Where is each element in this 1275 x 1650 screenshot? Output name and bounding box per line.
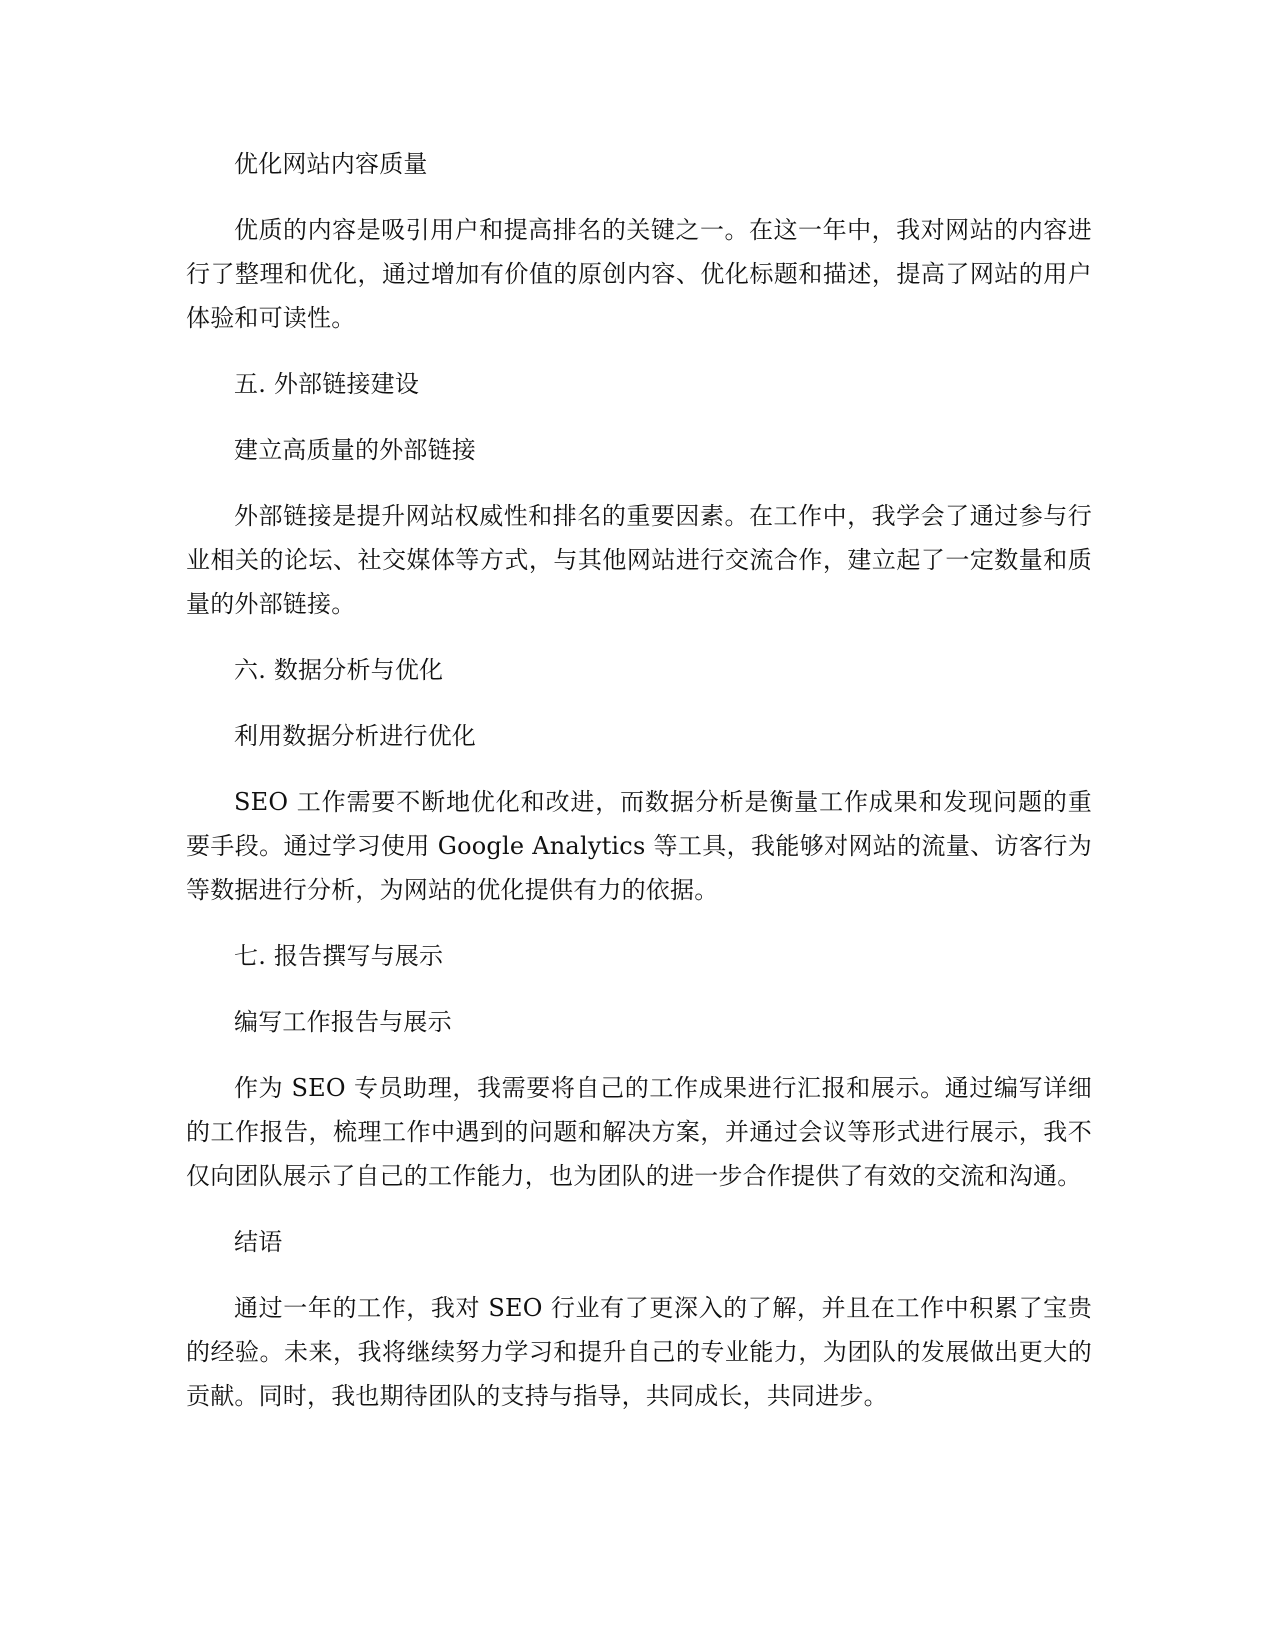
section-heading: 五. 外部链接建设 xyxy=(234,370,420,398)
conclusion-heading: 结语 xyxy=(234,1228,283,1256)
document-content xyxy=(186,142,1092,1440)
section-subheading: 利用数据分析进行优化 xyxy=(234,722,476,750)
section-heading: 七. 报告撰写与展示 xyxy=(234,942,444,970)
body-paragraph: 优质的内容是吸引用户和提高排名的关键之一。在这一年中，我对网站的内容进行了整理和优化，通过增加有价值的原创内容、优化标题和描述，提高了网站的用户体验和可读性。 xyxy=(186,216,1092,332)
body-paragraph: SEO 工作需要不断地优化和改进，而数据分析是衡量工作成果和发现问题的重要手段。通过学习使用 Google Analytics 等工具，我能够对网站的流量、访客行为等数据进行分析，为网站的优化提供有力的依据。 xyxy=(186,788,1092,904)
section-subheading: 优化网站内容质量 xyxy=(234,150,428,178)
body-paragraph: 作为 SEO 专员助理，我需要将自己的工作成果进行汇报和展示。通过编写详细的工作报告，梳理工作中遇到的问题和解决方案，并通过会议等形式进行展示，我不仅向团队展示了自己的工作能力，也为团队的进一步合作提供了有效的交流和沟通。 xyxy=(186,1074,1092,1190)
conclusion-paragraph: 通过一年的工作，我对 SEO 行业有了更深入的了解，并且在工作中积累了宝贵的经验。未来，我将继续努力学习和提升自己的专业能力，为团队的发展做出更大的贡献。同时，我也期待团队的支持与指导，共同成长，共同进步。 xyxy=(186,1294,1092,1410)
section-heading: 六. 数据分析与优化 xyxy=(234,656,444,684)
section-subheading: 建立高质量的外部链接 xyxy=(234,436,476,464)
body-paragraph: 外部链接是提升网站权威性和排名的重要因素。在工作中，我学会了通过参与行业相关的论坛、社交媒体等方式，与其他网站进行交流合作，建立起了一定数量和质量的外部链接。 xyxy=(186,502,1092,618)
section-subheading: 编写工作报告与展示 xyxy=(234,1008,452,1036)
